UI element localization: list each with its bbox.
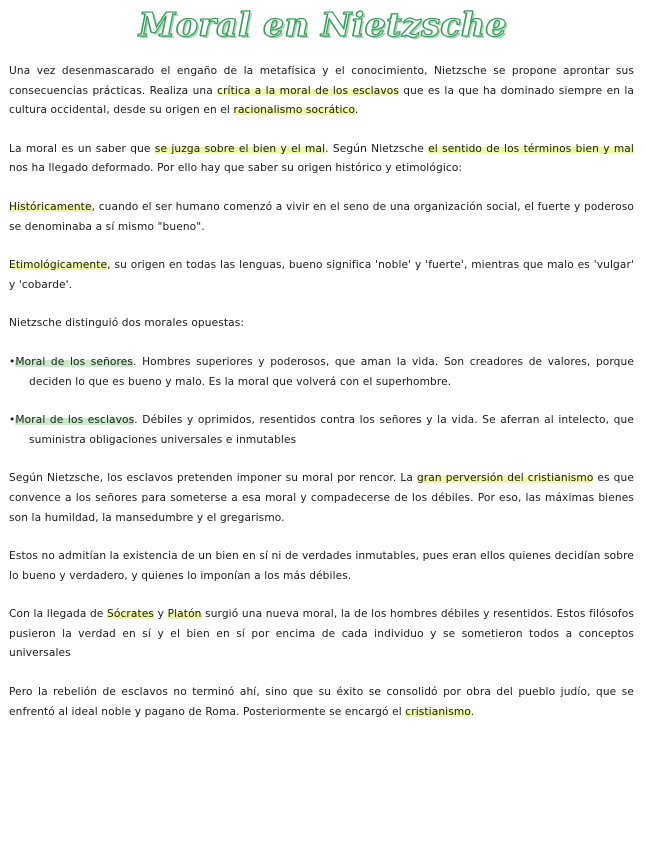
text-run: Nietzsche distinguió dos morales opuestas:: [9, 317, 245, 330]
bullet-paragraph: [9, 353, 634, 392]
highlighted-text: el sentido de los términos bien y mal: [428, 142, 634, 155]
highlighted-text: crítica a la moral de los esclavos: [217, 84, 399, 97]
paragraph-gap: [9, 528, 634, 547]
text-run: .: [470, 705, 475, 718]
paragraph-gap: [9, 121, 634, 140]
text-run: •: [9, 355, 16, 368]
text-run: , cuando el ser humano comenzó a vivir en el seno de una organización social, el fuerte y poderoso se denominaba a sí mismo "bueno".: [9, 200, 634, 233]
paragraph-gap: [9, 179, 634, 198]
notes-content: [9, 62, 634, 722]
paragraph: [9, 547, 634, 586]
text-run: nos ha llegado deformado. Por ello hay que saber su origen histórico y etimológico:: [9, 162, 463, 175]
highlighted-text: Moral de los esclavos: [15, 414, 135, 427]
highlighted-text: racionalismo socrático: [233, 104, 355, 117]
text-run: •: [9, 414, 16, 427]
text-run: Con la llegada de: [9, 608, 108, 621]
text-run: , su origen en todas las lenguas, bueno significa 'noble' y 'fuerte', mientras que malo es 'vulgar' y 'cobarde'.: [9, 259, 634, 291]
paragraph: [9, 469, 634, 528]
paragraph-gap: [9, 334, 634, 353]
paragraph-gap: [9, 295, 634, 314]
text-run: Pero la rebelión de esclavos no terminó ahí, sino que su éxito se consolidó por obra del pueblo judío, que se enfrentó al ideal noble y pagano de Roma. Posteriormente se encargó el: [9, 686, 634, 718]
paragraph-gap: [9, 586, 634, 605]
paragraph: [9, 140, 634, 179]
paragraph: [9, 62, 634, 121]
text-run: . Hombres superiores y poderosos, que aman la vida. Son creadores de valores, porque deciden lo que es bueno y malo. Es la moral que volverá con el superhombre.: [29, 355, 635, 388]
paragraph-gap: [9, 450, 634, 469]
highlighted-text: Sócrates: [107, 608, 155, 621]
paragraph: [9, 605, 634, 664]
highlighted-text: Etimológicamente: [9, 259, 108, 272]
highlighted-text: Moral de los señores: [15, 355, 134, 368]
paragraph: [9, 198, 634, 237]
text-run: que es la que ha dominado siempre en la cultura occidental, desde su origen en el: [9, 84, 635, 117]
text-run: y: [154, 608, 168, 621]
highlighted-text: gran perversión del cristianismo: [416, 472, 594, 485]
paragraph: [9, 256, 634, 295]
paragraph: [9, 683, 634, 722]
text-run: . Según Nietzsche: [325, 142, 429, 155]
highlighted-text: Históricamente: [9, 200, 92, 213]
bullet-paragraph: [9, 411, 634, 450]
text-run: surgió una nueva moral, la de los hombres débiles y resentidos. Estos filósofos pusieron la verdad en sí y el bien en sí por encima de cada individuo y se sometieron todos a conceptos universales: [9, 608, 634, 660]
paragraph: [9, 314, 634, 334]
text-run: .: [354, 104, 359, 117]
paragraph-gap: [9, 392, 634, 411]
highlighted-text: se juzga sobre el bien y el mal: [154, 142, 326, 155]
highlighted-text: Platón: [167, 608, 202, 621]
text-run: . Débiles y oprimidos, resentidos contra los señores y la vida. Se aferran al intelecto, que suministra obligaciones universales e inmutables: [29, 414, 634, 446]
text-run: Estos no admitían la existencia de un bien en sí ni de verdades inmutables, pues eran ellos quienes decidían sobre lo bueno y verdadero, y quienes lo imponían a los más débiles.: [9, 550, 634, 582]
text-run: Una vez desenmascarado el engaño de la metafísica y el conocimiento, Nietzsche se propone aprontar sus consecuencias prácticas. Realiza una: [9, 65, 634, 97]
page-title: Moral en Nietzsche: [138, 5, 508, 44]
text-run: La moral es un saber que: [9, 142, 155, 155]
paragraph-gap: [9, 664, 634, 683]
paragraph-gap: [9, 237, 634, 256]
text-run: es que convence a los señores para someterse a esa moral y compadecerse de los débiles. Por eso, las máximas bienes son la humildad, la mansedumbre y el gregarismo.: [9, 472, 634, 524]
highlighted-text: cristianismo: [405, 705, 471, 718]
text-run: Según Nietzsche, los esclavos pretenden imponer su moral por rencor. La: [9, 472, 417, 485]
